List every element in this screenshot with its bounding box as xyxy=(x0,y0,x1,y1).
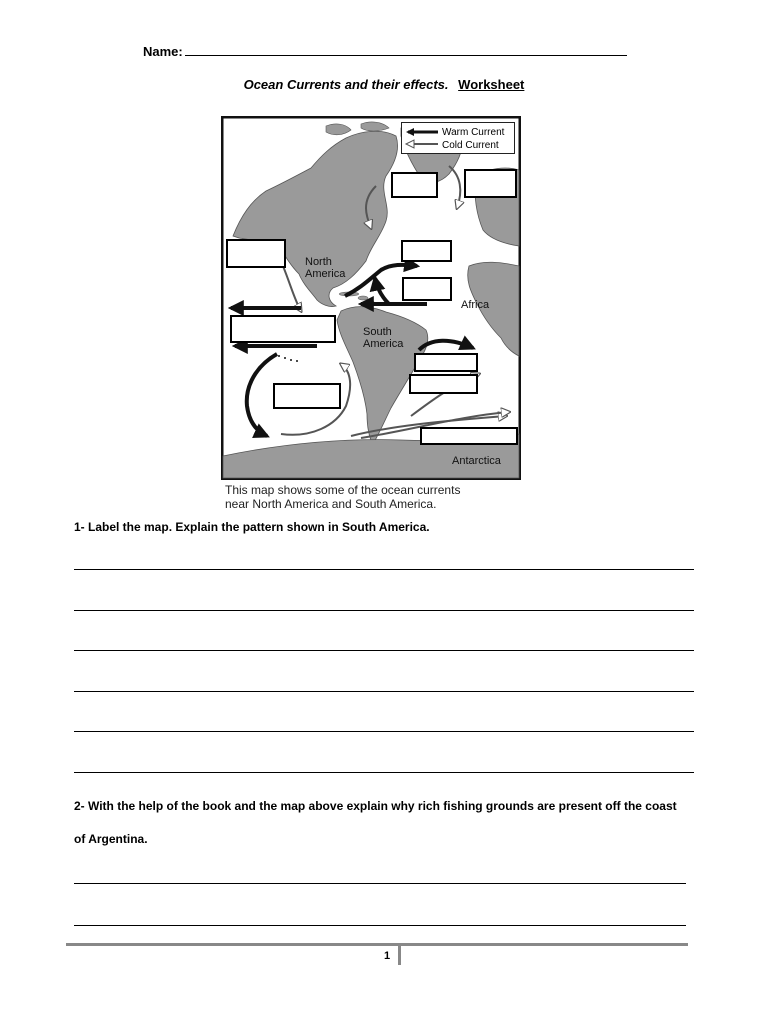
label-box-7[interactable] xyxy=(414,353,478,372)
footer-tick xyxy=(398,945,401,965)
caption-line-1: This map shows some of the ocean currents xyxy=(225,483,461,497)
question-2-line-2: of Argentina. xyxy=(74,832,148,846)
label-box-4[interactable] xyxy=(401,240,452,262)
label-box-8[interactable] xyxy=(409,374,478,394)
north-america-label-1: North xyxy=(305,256,332,268)
name-label: Name: xyxy=(143,44,183,59)
question-2-line-1: 2- With the help of the book and the map above explain why rich fishing grounds are present off the coast xyxy=(74,799,677,813)
q2-answer-line-2[interactable] xyxy=(74,925,686,926)
worksheet-label: Worksheet xyxy=(458,77,525,92)
legend-warm-label: Warm Current xyxy=(442,127,505,138)
q1-answer-line-3[interactable] xyxy=(74,650,694,651)
antarctica-label: Antarctica xyxy=(452,455,501,467)
label-box-2[interactable] xyxy=(464,169,517,198)
africa-label: Africa xyxy=(461,299,490,311)
south-america-label-2: America xyxy=(363,338,404,350)
q2-answer-line-1[interactable] xyxy=(74,883,686,884)
ocean-currents-map xyxy=(221,116,521,480)
question-1: 1- Label the map. Explain the pattern shown in South America. xyxy=(74,520,430,534)
q1-answer-line-1[interactable] xyxy=(74,569,694,570)
south-america-label-1: South xyxy=(363,326,392,338)
q1-answer-line-6[interactable] xyxy=(74,772,694,773)
label-box-3[interactable] xyxy=(226,239,286,268)
label-box-1[interactable] xyxy=(391,172,438,198)
label-box-5[interactable] xyxy=(402,277,452,301)
name-blank-line[interactable] xyxy=(185,43,627,56)
footer-divider xyxy=(66,943,688,946)
name-field[interactable] xyxy=(143,43,627,59)
worksheet-title xyxy=(0,77,768,92)
map-caption xyxy=(225,483,460,511)
q1-answer-line-2[interactable] xyxy=(74,610,694,611)
legend-cold-label: Cold Current xyxy=(442,140,499,151)
q1-answer-line-4[interactable] xyxy=(74,691,694,692)
label-box-9[interactable] xyxy=(273,383,341,409)
label-box-10[interactable] xyxy=(420,427,518,445)
north-america-label-2: America xyxy=(305,268,346,280)
q1-answer-line-5[interactable] xyxy=(74,731,694,732)
title-text: Ocean Currents and their effects. xyxy=(243,77,449,92)
label-box-6[interactable] xyxy=(230,315,336,343)
page-number: 1 xyxy=(384,950,391,962)
legend-arrows-icon xyxy=(402,123,442,153)
caption-line-2: near North America and South America. xyxy=(225,497,437,511)
map-legend xyxy=(401,122,515,154)
